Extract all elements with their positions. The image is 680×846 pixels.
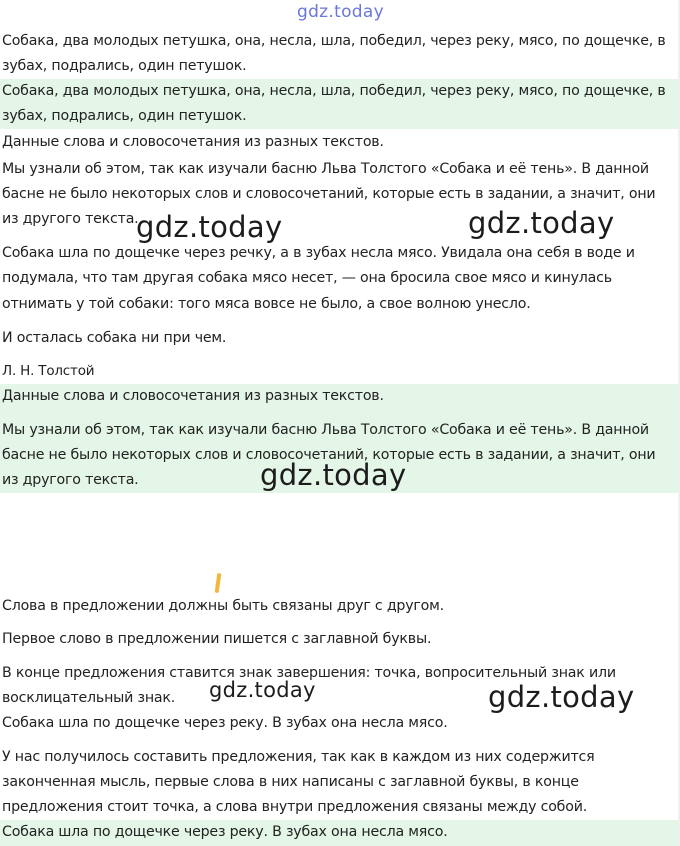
text-line: зубах, подрались, один петушок. (2, 58, 247, 74)
yellow-stroke-mark (215, 573, 222, 593)
text-line: предложения стоит точка, а слова внутри предложения связаны между собой. (2, 799, 588, 815)
text-line: Собака, два молодых петушка, она, несла, шла, победил, через реку, мясо, по дощечке, в (0, 79, 680, 104)
text-line: У нас получилось составить предложения, так как в каждом из них содержится (2, 749, 595, 765)
text-line: В конце предложения ставится знак завершения: точка, вопросительный знак или (2, 665, 616, 681)
text-line: Собака шла по дощечке через реку. В зубах она несла мясо. (0, 820, 680, 846)
text-line: Собака шла по дощечке через реку. В зубах она несла мясо. (2, 715, 448, 731)
text-line (0, 409, 680, 418)
watermark-lower-right: gdz.today (488, 680, 635, 714)
text-line: И осталась собака ни при чем. (2, 330, 227, 346)
text-line: Слова в предложении должны быть связаны друг с другом. (2, 598, 444, 614)
text-line: басне не было некоторых слов и словосочетаний, которые есть в задании, а значит, они (2, 186, 656, 202)
text-line: Собака шла по дощечке через речку, а в зубах несла мясо. Увидала она себя в воде и (2, 245, 635, 261)
watermark-center: gdz.today (260, 458, 407, 492)
text-line: законченная мысль, первые слова в них написаны с заглавной буквы, в конце (2, 774, 579, 790)
text-line: отнимать у той собаки: того мяса вовсе не было, а свое волною унесло. (2, 296, 531, 312)
watermark-left: gdz.today (136, 210, 283, 244)
watermark-small: gdz.today (209, 678, 316, 702)
text-line: из другого текста. (2, 211, 139, 227)
watermark-right: gdz.today (468, 206, 615, 240)
text-line: Мы узнали об этом, так как изучали басню Льва Толстого «Собака и её тень». В данной (2, 161, 649, 177)
text-line: восклицательный знак. (2, 690, 176, 706)
watermark-top: gdz.today (297, 2, 384, 22)
text-line: Мы узнали об этом, так как изучали басню Льва Толстого «Собака и её тень». В данной (0, 418, 680, 443)
text-line: зубах, подрались, один петушок. (0, 104, 680, 129)
text-line: Данные слова и словосочетания из разных текстов. (2, 134, 384, 150)
text-line: Данные слова и словосочетания из разных текстов. (0, 384, 680, 409)
author-line: Л. Н. Толстой (2, 363, 95, 379)
text-line: подумала, что там другая собака мясо несет, — она бросила свое мясо и кинулась (2, 270, 612, 286)
text-line: Собака, два молодых петушка, она, несла, шла, победил, через реку, мясо, по дощечке, в (2, 33, 666, 49)
text-line: из другого текста. (0, 468, 680, 493)
text-line: Первое слово в предложении пишется с заглавной буквы. (2, 631, 432, 647)
text-line: басне не было некоторых слов и словосочетаний, которые есть в задании, а значит, они (0, 443, 680, 468)
